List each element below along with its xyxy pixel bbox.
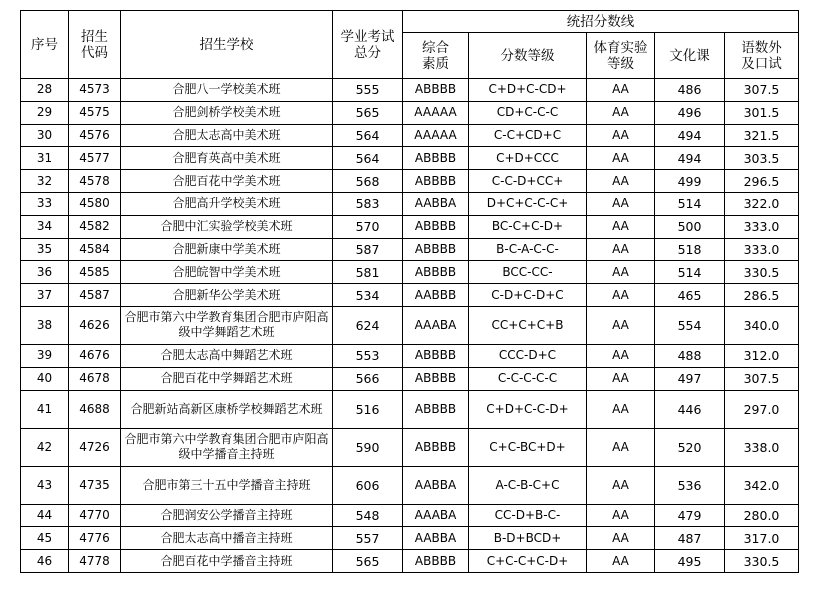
cell-total: 534: [333, 284, 403, 307]
cell-quality: AAABA: [403, 306, 469, 344]
cell-seq: 38: [21, 306, 69, 344]
cell-pe: AA: [587, 504, 655, 527]
cell-pe: AA: [587, 284, 655, 307]
cell-pe: AA: [587, 101, 655, 124]
cell-seq: 39: [21, 344, 69, 367]
header-culture: 文化课: [655, 33, 725, 79]
cell-pe: AA: [587, 215, 655, 238]
cell-culture: 536: [655, 466, 725, 504]
cell-language: 333.0: [725, 215, 799, 238]
cell-pe: AA: [587, 527, 655, 550]
cell-total: 564: [333, 147, 403, 170]
cell-code: 4770: [69, 504, 121, 527]
cell-total: 568: [333, 170, 403, 193]
cell-quality: AABBB: [403, 284, 469, 307]
cell-total: 564: [333, 124, 403, 147]
cell-seq: 28: [21, 79, 69, 102]
cell-quality: AABBA: [403, 466, 469, 504]
cell-quality: ABBBB: [403, 367, 469, 390]
cell-total: 548: [333, 504, 403, 527]
cell-grade: B-C-A-C-C-: [469, 238, 587, 261]
cell-language: 317.0: [725, 527, 799, 550]
cell-language: 301.5: [725, 101, 799, 124]
cell-school: 合肥新华公学美术班: [121, 284, 333, 307]
table-row: [21, 390, 799, 428]
cell-language: 321.5: [725, 124, 799, 147]
table-row: [21, 192, 799, 215]
cell-code: 4577: [69, 147, 121, 170]
table-row: [21, 124, 799, 147]
table-row: [21, 215, 799, 238]
cell-pe: AA: [587, 238, 655, 261]
cell-school: 合肥太志高中舞蹈艺术班: [121, 344, 333, 367]
cell-grade: C+D+C-C-D+: [469, 390, 587, 428]
header-grade: 分数等级: [469, 33, 587, 79]
cell-school: 合肥百花中学舞蹈艺术班: [121, 367, 333, 390]
cell-seq: 32: [21, 170, 69, 193]
table-row: [21, 344, 799, 367]
cell-culture: 499: [655, 170, 725, 193]
cell-school: 合肥新站高新区康桥学校舞蹈艺术班: [121, 390, 333, 428]
cell-total: 590: [333, 428, 403, 466]
cell-grade: CC+C+C+B: [469, 306, 587, 344]
cell-code: 4575: [69, 101, 121, 124]
cell-school: 合肥太志高中播音主持班: [121, 527, 333, 550]
cell-seq: 40: [21, 367, 69, 390]
cell-code: 4584: [69, 238, 121, 261]
cell-grade: C+D+C-CD+: [469, 79, 587, 102]
cell-language: 340.0: [725, 306, 799, 344]
cell-pe: AA: [587, 367, 655, 390]
cell-quality: AAABA: [403, 504, 469, 527]
cell-culture: 514: [655, 261, 725, 284]
table-row: [21, 428, 799, 466]
cell-quality: ABBBB: [403, 550, 469, 573]
cell-grade: D+C+C-C-C+: [469, 192, 587, 215]
cell-pe: AA: [587, 390, 655, 428]
cell-quality: AAAAA: [403, 101, 469, 124]
cell-school: 合肥太志高中美术班: [121, 124, 333, 147]
cell-seq: 37: [21, 284, 69, 307]
cell-total: 624: [333, 306, 403, 344]
header-quality: 综合素质: [403, 33, 469, 79]
cell-quality: ABBBB: [403, 170, 469, 193]
cell-code: 4676: [69, 344, 121, 367]
cell-quality: AABBA: [403, 192, 469, 215]
cell-school: 合肥高升学校美术班: [121, 192, 333, 215]
cell-total: 565: [333, 550, 403, 573]
cell-grade: CD+C-C-C: [469, 101, 587, 124]
cell-seq: 43: [21, 466, 69, 504]
cell-pe: AA: [587, 170, 655, 193]
cell-language: 342.0: [725, 466, 799, 504]
cell-grade: C-C+CD+C: [469, 124, 587, 147]
table-row: [21, 306, 799, 344]
cell-code: 4735: [69, 466, 121, 504]
cell-culture: 495: [655, 550, 725, 573]
cell-seq: 29: [21, 101, 69, 124]
cell-total: 555: [333, 79, 403, 102]
cell-grade: CCC-D+C: [469, 344, 587, 367]
table-row: [21, 79, 799, 102]
cell-culture: 446: [655, 390, 725, 428]
cell-pe: AA: [587, 261, 655, 284]
cell-pe: AA: [587, 192, 655, 215]
cell-culture: 479: [655, 504, 725, 527]
cell-language: 297.0: [725, 390, 799, 428]
cell-school: 合肥皖智中学美术班: [121, 261, 333, 284]
cell-quality: ABBBB: [403, 344, 469, 367]
cell-pe: AA: [587, 466, 655, 504]
table-row: [21, 147, 799, 170]
cell-grade: C+C-C+C-D+: [469, 550, 587, 573]
cell-pe: AA: [587, 147, 655, 170]
header-cutoff-group: 统招分数线: [403, 11, 799, 33]
cell-grade: C+D+CCC: [469, 147, 587, 170]
cell-seq: 36: [21, 261, 69, 284]
cell-code: 4578: [69, 170, 121, 193]
cell-language: 330.5: [725, 261, 799, 284]
cell-culture: 486: [655, 79, 725, 102]
cell-school: 合肥中汇实验学校美术班: [121, 215, 333, 238]
cell-pe: AA: [587, 79, 655, 102]
cell-quality: ABBBB: [403, 390, 469, 428]
header-pe: 体育实验等级: [587, 33, 655, 79]
table-row: [21, 504, 799, 527]
header-school: 招生学校: [121, 11, 333, 79]
cell-school: 合肥市第六中学教育集团合肥市庐阳高级中学舞蹈艺术班: [121, 306, 333, 344]
table-row: [21, 550, 799, 573]
header-language: 语数外及口试: [725, 33, 799, 79]
cell-code: 4587: [69, 284, 121, 307]
table-row: [21, 284, 799, 307]
cell-school: 合肥百花中学播音主持班: [121, 550, 333, 573]
cell-language: 330.5: [725, 550, 799, 573]
cell-grade: C-C-C-C-C: [469, 367, 587, 390]
cell-quality: ABBBB: [403, 147, 469, 170]
cell-total: 565: [333, 101, 403, 124]
cell-grade: B-D+BCD+: [469, 527, 587, 550]
cell-code: 4778: [69, 550, 121, 573]
cell-seq: 42: [21, 428, 69, 466]
cell-code: 4582: [69, 215, 121, 238]
cell-pe: AA: [587, 124, 655, 147]
table-row: [21, 170, 799, 193]
cell-school: 合肥八一学校美术班: [121, 79, 333, 102]
cell-pe: AA: [587, 344, 655, 367]
cell-school: 合肥市第三十五中学播音主持班: [121, 466, 333, 504]
cell-code: 4580: [69, 192, 121, 215]
cell-seq: 41: [21, 390, 69, 428]
cell-code: 4726: [69, 428, 121, 466]
cell-quality: ABBBB: [403, 215, 469, 238]
cell-grade: C+C-BC+D+: [469, 428, 587, 466]
table-row: [21, 261, 799, 284]
table-row: [21, 101, 799, 124]
cell-total: 570: [333, 215, 403, 238]
cell-culture: 496: [655, 101, 725, 124]
cell-seq: 33: [21, 192, 69, 215]
cell-language: 307.5: [725, 367, 799, 390]
cell-language: 333.0: [725, 238, 799, 261]
cell-culture: 514: [655, 192, 725, 215]
cell-culture: 518: [655, 238, 725, 261]
cell-seq: 45: [21, 527, 69, 550]
cell-quality: ABBBB: [403, 428, 469, 466]
cell-seq: 46: [21, 550, 69, 573]
cell-culture: 497: [655, 367, 725, 390]
cell-culture: 487: [655, 527, 725, 550]
cell-language: 307.5: [725, 79, 799, 102]
admission-score-table: [20, 10, 799, 573]
cell-language: 296.5: [725, 170, 799, 193]
table-row: [21, 238, 799, 261]
cell-code: 4776: [69, 527, 121, 550]
cell-code: 4573: [69, 79, 121, 102]
cell-code: 4688: [69, 390, 121, 428]
cell-seq: 44: [21, 504, 69, 527]
cell-total: 553: [333, 344, 403, 367]
cell-seq: 30: [21, 124, 69, 147]
cell-total: 583: [333, 192, 403, 215]
cell-code: 4576: [69, 124, 121, 147]
cell-grade: BC-C+C-D+: [469, 215, 587, 238]
cell-language: 303.5: [725, 147, 799, 170]
cell-grade: C-D+C-D+C: [469, 284, 587, 307]
cell-quality: ABBBB: [403, 79, 469, 102]
cell-code: 4678: [69, 367, 121, 390]
cell-code: 4626: [69, 306, 121, 344]
cell-seq: 35: [21, 238, 69, 261]
cell-culture: 494: [655, 124, 725, 147]
cell-total: 606: [333, 466, 403, 504]
cell-pe: AA: [587, 306, 655, 344]
cell-seq: 31: [21, 147, 69, 170]
cell-school: 合肥育英高中美术班: [121, 147, 333, 170]
cell-school: 合肥市第六中学教育集团合肥市庐阳高级中学播音主持班: [121, 428, 333, 466]
cell-total: 587: [333, 238, 403, 261]
header-code: 招生代码: [69, 11, 121, 79]
cell-school: 合肥百花中学美术班: [121, 170, 333, 193]
cell-quality: ABBBB: [403, 238, 469, 261]
cell-seq: 34: [21, 215, 69, 238]
table-row: [21, 466, 799, 504]
table-row: [21, 367, 799, 390]
cell-grade: BCC-CC-: [469, 261, 587, 284]
cell-quality: ABBBB: [403, 261, 469, 284]
cell-culture: 465: [655, 284, 725, 307]
cell-grade: C-C-D+CC+: [469, 170, 587, 193]
cell-language: 280.0: [725, 504, 799, 527]
cell-school: 合肥剑桥学校美术班: [121, 101, 333, 124]
cell-school: 合肥润安公学播音主持班: [121, 504, 333, 527]
cell-pe: AA: [587, 428, 655, 466]
cell-culture: 488: [655, 344, 725, 367]
cell-total: 516: [333, 390, 403, 428]
cell-quality: AAAAA: [403, 124, 469, 147]
cell-language: 286.5: [725, 284, 799, 307]
cell-total: 581: [333, 261, 403, 284]
cell-culture: 500: [655, 215, 725, 238]
header-total-score: 学业考试总分: [333, 11, 403, 79]
table-row: [21, 527, 799, 550]
cell-culture: 520: [655, 428, 725, 466]
cell-language: 322.0: [725, 192, 799, 215]
cell-total: 557: [333, 527, 403, 550]
cell-culture: 554: [655, 306, 725, 344]
cell-code: 4585: [69, 261, 121, 284]
cell-culture: 494: [655, 147, 725, 170]
cell-total: 566: [333, 367, 403, 390]
cell-language: 312.0: [725, 344, 799, 367]
cell-quality: AABBA: [403, 527, 469, 550]
cell-language: 338.0: [725, 428, 799, 466]
cell-pe: AA: [587, 550, 655, 573]
table-body: [21, 79, 799, 573]
cell-school: 合肥新康中学美术班: [121, 238, 333, 261]
cell-grade: CC-D+B-C-: [469, 504, 587, 527]
cell-grade: A-C-B-C+C: [469, 466, 587, 504]
header-seq: 序号: [21, 11, 69, 79]
